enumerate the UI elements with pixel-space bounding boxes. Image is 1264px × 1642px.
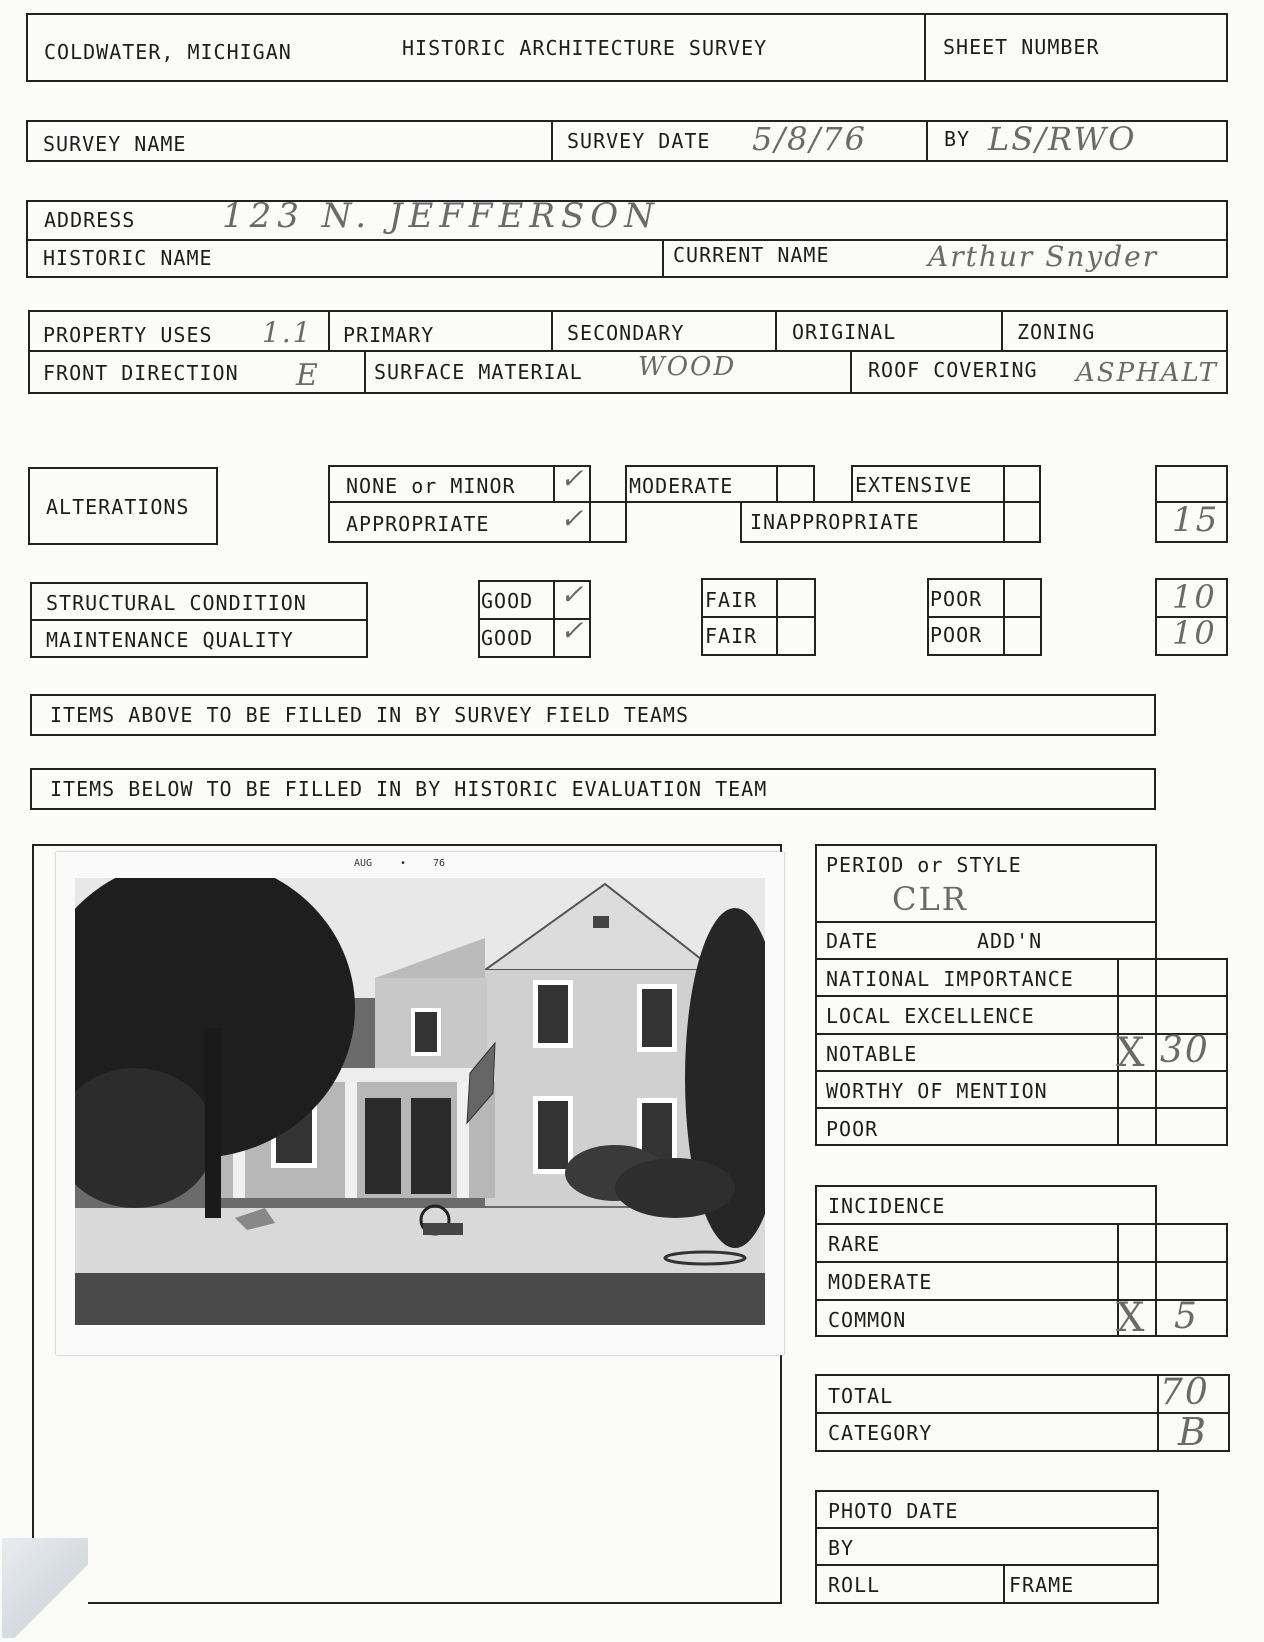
poor-vdiv bbox=[1003, 578, 1005, 654]
pinfo-div-1 bbox=[817, 1527, 1157, 1529]
none-minor-mark[interactable]: ✓ bbox=[560, 462, 586, 495]
address-value: 123 N. JEFFERSON bbox=[222, 196, 660, 236]
address-divider-2 bbox=[662, 239, 664, 276]
extensive-label: EXTENSIVE bbox=[855, 473, 973, 497]
category-value: B bbox=[1178, 1410, 1208, 1454]
eval-div-3 bbox=[817, 995, 1226, 997]
property-uses-label: PROPERTY USES bbox=[43, 323, 213, 347]
photo-by-label: BY bbox=[828, 1536, 855, 1560]
period-style-value: CLR bbox=[892, 880, 968, 918]
alt-approp-div bbox=[589, 501, 591, 543]
items-below-note: ITEMS BELOW TO BE FILLED IN BY HISTORIC EVALUATION TEAM bbox=[50, 777, 768, 801]
date-label: DATE bbox=[826, 929, 879, 953]
maintenance-score: 10 bbox=[1172, 614, 1217, 652]
rare-label: RARE bbox=[828, 1232, 881, 1256]
prop-div-5 bbox=[364, 350, 366, 392]
sheet-number-label: SHEET NUMBER bbox=[943, 35, 1100, 59]
incidence-label: INCIDENCE bbox=[828, 1194, 946, 1218]
alterations-label: ALTERATIONS bbox=[46, 495, 190, 519]
worthy-of-mention-label: WORTHY OF MENTION bbox=[826, 1079, 1048, 1103]
alt-mod-div bbox=[776, 465, 778, 503]
total-value: 70 bbox=[1160, 1372, 1210, 1413]
moderate-incidence-label: MODERATE bbox=[828, 1270, 933, 1294]
structural-good-label: GOOD bbox=[481, 589, 534, 613]
address-label: ADDRESS bbox=[44, 208, 136, 232]
current-name-label: CURRENT NAME bbox=[673, 243, 830, 267]
survey-by-label: BY bbox=[944, 127, 971, 151]
original-label: ORIGINAL bbox=[792, 320, 897, 344]
local-excellence-label: LOCAL EXCELLENCE bbox=[826, 1004, 1035, 1028]
cond-label-div bbox=[32, 619, 366, 621]
category-label: CATEGORY bbox=[828, 1421, 933, 1445]
eval-div-1 bbox=[817, 921, 1155, 923]
prop-div-6 bbox=[850, 350, 852, 392]
primary-label: PRIMARY bbox=[343, 323, 435, 347]
property-uses-value: 1.1 bbox=[262, 316, 313, 349]
pinfo-vdiv bbox=[1003, 1564, 1005, 1602]
roll-label: ROLL bbox=[828, 1573, 881, 1597]
survey-divider-1 bbox=[551, 120, 553, 160]
form-title: HISTORIC ARCHITECTURE SURVEY bbox=[402, 36, 768, 60]
survey-by-value: LS/RWO bbox=[988, 120, 1137, 158]
notable-label: NOTABLE bbox=[826, 1042, 918, 1066]
surface-material-label: SURFACE MATERIAL bbox=[374, 360, 583, 384]
maintenance-fair-label: FAIR bbox=[705, 624, 758, 648]
pinfo-div-2 bbox=[817, 1564, 1157, 1566]
header-divider bbox=[924, 13, 926, 80]
eval-div-2 bbox=[817, 958, 1226, 960]
notable-score: 30 bbox=[1160, 1030, 1210, 1071]
common-mark[interactable]: X bbox=[1116, 1295, 1147, 1341]
fair-div bbox=[703, 616, 814, 618]
maintenance-quality-label: MAINTENANCE QUALITY bbox=[46, 628, 294, 652]
secondary-label: SECONDARY bbox=[567, 321, 685, 345]
fair-vdiv bbox=[776, 578, 778, 654]
front-direction-label: FRONT DIRECTION bbox=[43, 361, 239, 385]
prop-div-2 bbox=[551, 312, 553, 350]
photo-date-label: PHOTO DATE bbox=[828, 1499, 959, 1523]
moderate-label: MODERATE bbox=[629, 474, 734, 498]
frame-label: FRAME bbox=[1009, 1573, 1075, 1597]
front-direction-value: E bbox=[296, 358, 320, 393]
poor-eval-label: POOR bbox=[826, 1117, 879, 1141]
zoning-label: ZONING bbox=[1017, 320, 1096, 344]
structural-good-mark[interactable]: ✓ bbox=[560, 578, 586, 611]
common-label: COMMON bbox=[828, 1308, 907, 1332]
structural-score: 10 bbox=[1172, 578, 1217, 616]
good-vdiv bbox=[553, 580, 555, 656]
structural-poor-label: POOR bbox=[930, 587, 983, 611]
survey-date-label: SURVEY DATE bbox=[567, 129, 711, 153]
prop-div-1 bbox=[328, 312, 330, 350]
house-photo-image bbox=[75, 878, 765, 1325]
house-photo bbox=[56, 852, 784, 1355]
notable-mark[interactable]: X bbox=[1116, 1030, 1147, 1076]
appropriate-mark[interactable]: ✓ bbox=[560, 502, 586, 535]
eval-div-6 bbox=[817, 1107, 1226, 1109]
prop-div-3 bbox=[775, 312, 777, 350]
photo-stamp-dot: • bbox=[400, 858, 407, 869]
photo-stamp-year: 76 bbox=[433, 858, 446, 869]
poor-div bbox=[929, 616, 1040, 618]
prop-div-4 bbox=[1001, 312, 1003, 350]
property-divider bbox=[30, 350, 1226, 352]
current-name-value: Arthur Snyder bbox=[928, 240, 1159, 273]
structural-condition-label: STRUCTURAL CONDITION bbox=[46, 591, 307, 615]
maintenance-poor-label: POOR bbox=[930, 623, 983, 647]
survey-name-label: SURVEY NAME bbox=[43, 132, 187, 156]
maintenance-good-label: GOOD bbox=[481, 626, 534, 650]
maintenance-good-mark[interactable]: ✓ bbox=[560, 614, 586, 647]
roof-covering-label: ROOF COVERING bbox=[868, 358, 1038, 382]
inc-div-2 bbox=[817, 1261, 1226, 1263]
surface-material-value: WOOD bbox=[638, 352, 737, 382]
totals-vdiv bbox=[1157, 1374, 1159, 1450]
items-above-note: ITEMS ABOVE TO BE FILLED IN BY SURVEY FIELD TEAMS bbox=[50, 703, 690, 727]
survey-date-value: 5/8/76 bbox=[752, 120, 867, 158]
structural-fair-label: FAIR bbox=[705, 588, 758, 612]
none-minor-label: NONE or MINOR bbox=[346, 474, 516, 498]
city-label: COLDWATER, MICHIGAN bbox=[44, 40, 292, 64]
national-importance-label: NATIONAL IMPORTANCE bbox=[826, 967, 1074, 991]
inappropriate-label: INAPPROPRIATE bbox=[750, 510, 920, 534]
period-style-label: PERIOD or STYLE bbox=[826, 853, 1022, 877]
common-score: 5 bbox=[1174, 1296, 1199, 1337]
inc-div-3 bbox=[817, 1299, 1226, 1301]
addn-label: ADD'N bbox=[977, 929, 1043, 953]
alterations-score: 15 bbox=[1172, 500, 1220, 540]
appropriate-label: APPROPRIATE bbox=[346, 512, 490, 536]
photo-stamp-month: AUG bbox=[354, 858, 373, 869]
inc-div-1 bbox=[817, 1223, 1226, 1225]
alt-none-div bbox=[553, 465, 555, 503]
curled-page-corner bbox=[2, 1538, 88, 1638]
historic-name-label: HISTORIC NAME bbox=[43, 246, 213, 270]
survey-divider-2 bbox=[926, 120, 928, 160]
roof-covering-value: ASPHALT bbox=[1076, 358, 1219, 388]
total-label: TOTAL bbox=[828, 1384, 894, 1408]
